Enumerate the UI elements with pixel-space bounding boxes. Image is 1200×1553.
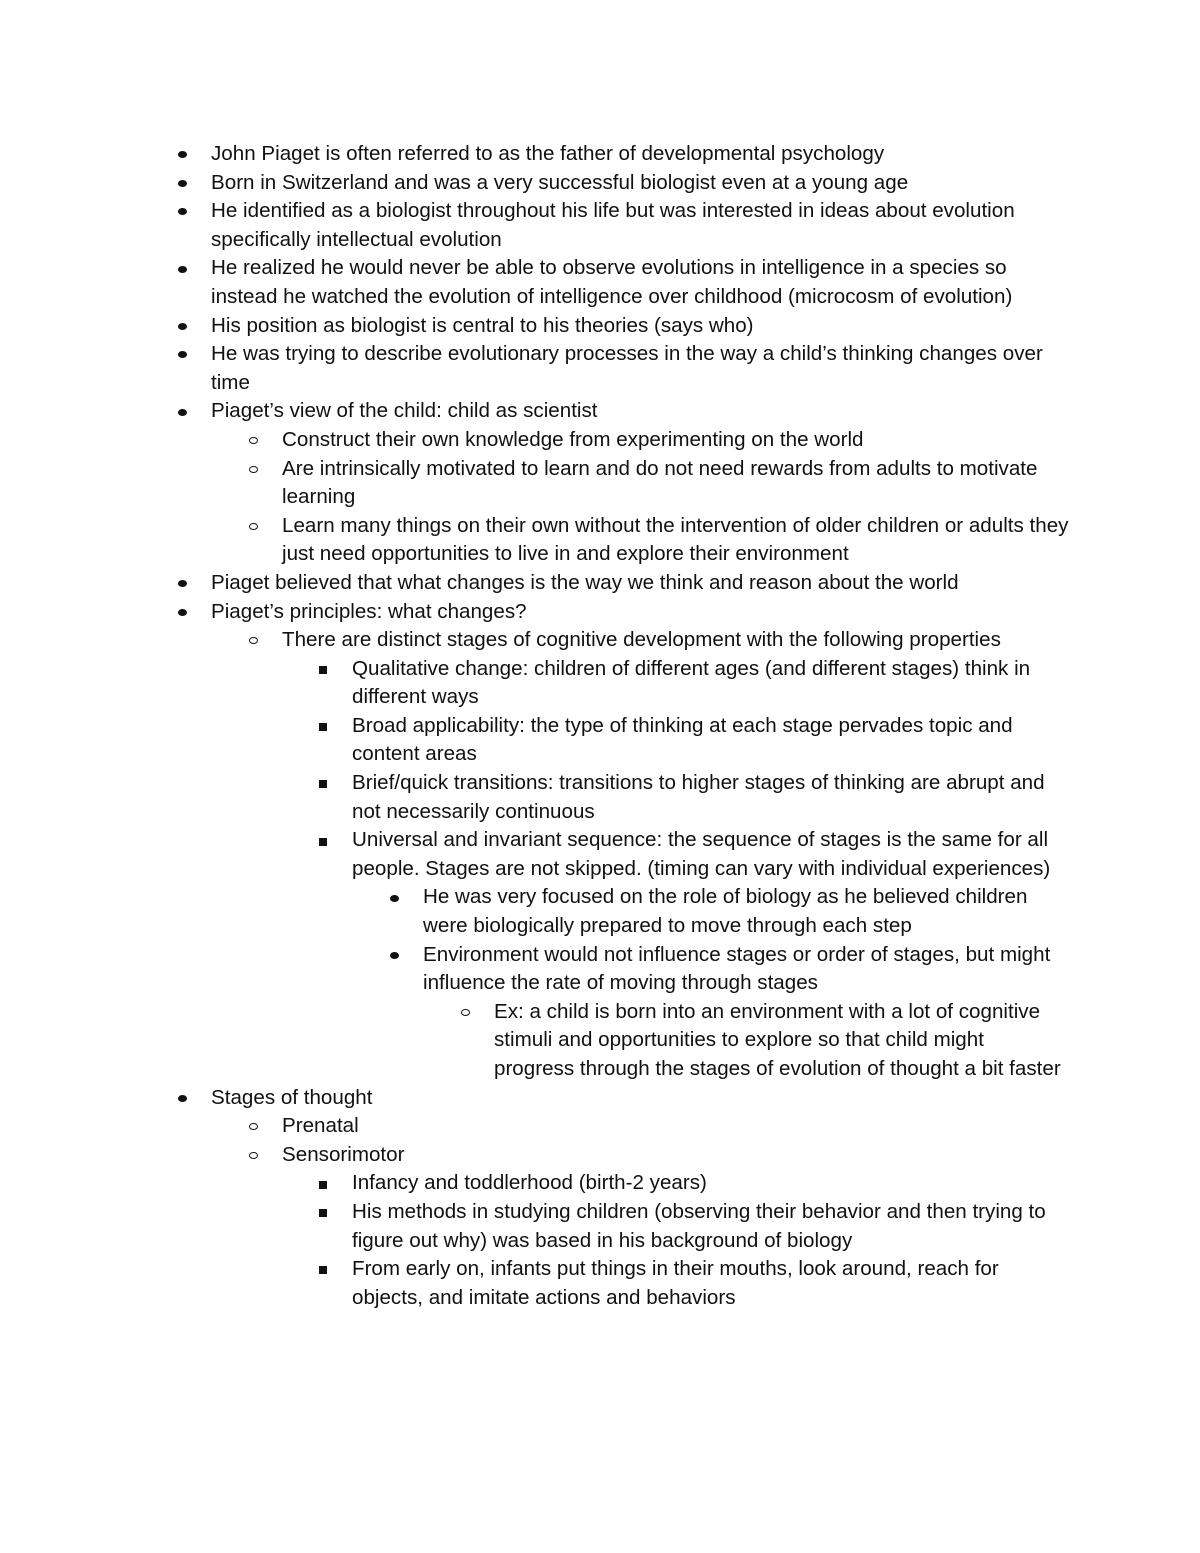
bullet-disc-icon xyxy=(390,883,404,912)
list-item-text: His position as biologist is central to his theories (says who) xyxy=(211,313,754,337)
bullet-circle-icon xyxy=(249,455,263,484)
bullet-circle-icon xyxy=(249,512,263,541)
bullet-disc-icon xyxy=(178,197,192,226)
list-item xyxy=(0,712,1200,769)
list-item xyxy=(0,169,1200,198)
list-item-text: Universal and invariant sequence: the sequence of stages is the same for all people. Stages are not skipped. (timing can vary with individual experiences) xyxy=(352,828,1051,880)
list-item xyxy=(0,1112,1200,1141)
bullet-circle-icon xyxy=(461,998,475,1027)
document-body xyxy=(0,140,1200,1312)
list-item-text: Ex: a child is born into an environment with a lot of cognitive stimuli and opportunities to explore so that child might progress through the stages of evolution of thought a bit faster xyxy=(494,999,1061,1080)
list-item-text: Sensorimotor xyxy=(282,1142,405,1166)
list-item xyxy=(0,655,1200,712)
bullet-disc-icon xyxy=(178,140,192,169)
bullet-disc-icon xyxy=(178,397,192,426)
bullet-circle-icon xyxy=(249,626,263,655)
list-item-text: From early on, infants put things in their mouths, look around, reach for objects, and imitate actions and behaviors xyxy=(352,1257,999,1309)
bullet-circle-icon xyxy=(249,1112,263,1141)
list-item-text: He was trying to describe evolutionary processes in the way a child’s thinking changes over time xyxy=(211,342,1043,394)
bullet-circle-icon xyxy=(249,1141,263,1170)
list-item-text: Qualitative change: children of different ages (and different stages) think in different ways xyxy=(352,656,1031,709)
list-item xyxy=(0,426,1200,455)
list-item xyxy=(0,941,1200,998)
list-item-text: Construct their own knowledge from experimenting on the world xyxy=(282,427,864,451)
list-item-text: Stages of thought xyxy=(211,1085,373,1109)
list-item-text: Are intrinsically motivated to learn and do not need rewards from adults to motivate learning xyxy=(282,456,1038,509)
list-item-text: Broad applicability: the type of thinking at each stage pervades topic and content areas xyxy=(352,713,1013,766)
list-item-text: Born in Switzerland and was a very successful biologist even at a young age xyxy=(211,170,909,194)
list-item xyxy=(0,197,1200,254)
list-item xyxy=(0,1141,1200,1170)
list-item xyxy=(0,1198,1200,1255)
list-item-text: Piaget’s principles: what changes? xyxy=(211,599,527,623)
bullet-disc-icon xyxy=(390,941,404,970)
list-item xyxy=(0,1255,1200,1312)
bullet-disc-icon xyxy=(178,169,192,198)
bullet-disc-icon xyxy=(178,569,192,598)
bullet-disc-icon xyxy=(178,254,192,283)
list-item xyxy=(0,455,1200,512)
list-item xyxy=(0,883,1200,940)
bullet-disc-icon xyxy=(178,340,192,369)
list-item-text: Learn many things on their own without the intervention of older children or adults they just need opportunities to live in and explore their environment xyxy=(282,513,1069,566)
bullet-square-icon xyxy=(319,1198,333,1227)
list-item-text: Piaget believed that what changes is the way we think and reason about the world xyxy=(211,570,959,594)
list-item xyxy=(0,312,1200,341)
list-item-text: Prenatal xyxy=(282,1114,359,1138)
list-item xyxy=(0,598,1200,627)
list-item xyxy=(0,998,1200,1084)
bullet-square-icon xyxy=(319,712,333,741)
list-item xyxy=(0,1084,1200,1113)
list-item xyxy=(0,254,1200,311)
list-item xyxy=(0,626,1200,655)
bullet-square-icon xyxy=(319,655,333,684)
list-item-text: John Piaget is often referred to as the father of developmental psychology xyxy=(211,142,885,165)
list-item-text: Environment would not influence stages or order of stages, but might influence the rate of moving through stages xyxy=(423,942,1051,995)
bullet-square-icon xyxy=(319,1169,333,1198)
list-item-text: He realized he would never be able to observe evolutions in intelligence in a species so instead he watched the evolution of intelligence over childhood (microcosm of evolution) xyxy=(211,256,1013,308)
list-item xyxy=(0,826,1200,883)
list-item xyxy=(0,512,1200,569)
list-item-text: His methods in studying children (observing their behavior and then trying to figure out why) was based in his background of biology xyxy=(352,1199,1046,1252)
list-item-text: He was very focused on the role of biology as he believed children were biologically prepared to move through each step xyxy=(423,885,1028,938)
list-item-text: Brief/quick transitions: transitions to higher stages of thinking are abrupt and not necessarily continuous xyxy=(352,771,1045,823)
list-item xyxy=(0,340,1200,397)
list-item-text: Infancy and toddlerhood (birth-2 years) xyxy=(352,1171,707,1195)
list-item xyxy=(0,397,1200,426)
bullet-disc-icon xyxy=(178,598,192,627)
bullet-square-icon xyxy=(319,769,333,798)
list-item xyxy=(0,769,1200,826)
bullet-disc-icon xyxy=(178,312,192,341)
list-item-text: He identified as a biologist throughout his life but was interested in ideas about evolution specifically intellectual evolution xyxy=(211,199,1015,251)
bullet-square-icon xyxy=(319,826,333,855)
bullet-square-icon xyxy=(319,1255,333,1284)
list-item xyxy=(0,140,1200,169)
bullet-disc-icon xyxy=(178,1084,192,1113)
list-item xyxy=(0,1169,1200,1198)
list-item-text: Piaget’s view of the child: child as scientist xyxy=(211,399,598,423)
list-item xyxy=(0,569,1200,598)
bullet-circle-icon xyxy=(249,426,263,455)
list-item-text: There are distinct stages of cognitive development with the following properties xyxy=(282,628,1001,652)
